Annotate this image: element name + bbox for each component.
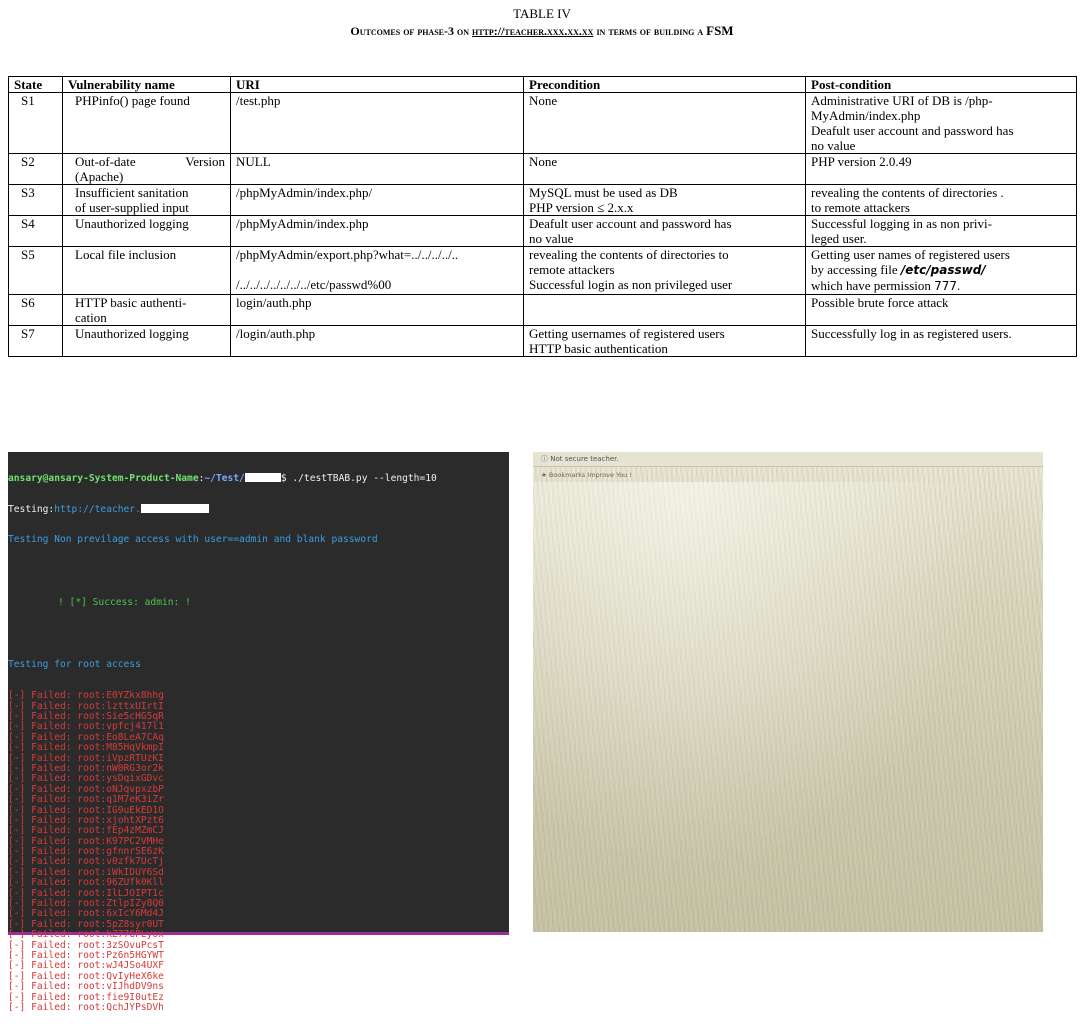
table-header-row xyxy=(9,77,1077,93)
state-cell: S2 xyxy=(9,154,63,185)
vuln-name-cell: Out-of-date Version (Apache) xyxy=(63,154,231,185)
terminal-failed-line: [-] Failed: root:3zSOvuPcsT xyxy=(8,939,164,951)
terminal-failed-line: [-] Failed: root:vpfcj417l1 xyxy=(8,721,164,733)
terminal-failed-line: [-] Failed: root:QvIyHeX6ke xyxy=(8,970,164,982)
terminal-failed-line: [-] Failed: root:QchJYPsDVh xyxy=(8,1001,164,1013)
terminal-failed-line: [-] Failed: root:ysDqixGDvc xyxy=(8,773,164,785)
terminal-failed-line: [-] Failed: root:5pZ8syr0UT xyxy=(8,918,164,930)
terminal-failed-line: [-] Failed: root:ZtlpIZy8Q0 xyxy=(8,898,164,910)
precondition-cell: None xyxy=(524,93,806,154)
postcondition-cell: PHP version 2.0.49 xyxy=(806,154,1077,185)
precondition-cell: Getting usernames of registered users HTTP basic authentication xyxy=(524,326,806,357)
table-row xyxy=(9,93,1077,154)
postcondition-cell: Successfully log in as registered users. xyxy=(806,326,1077,357)
table-title: Outcomes of phase-3 on http://teacher.xxx.xx.xx in terms of building a FSM xyxy=(350,23,734,38)
terminal-failed-line: [-] Failed: root:wJ4JSo4UXF xyxy=(8,960,164,972)
state-cell: S6 xyxy=(9,295,63,326)
header-post-condition: Post-condition xyxy=(806,77,1077,93)
terminal-failed-line: [-] Failed: root:Sie5cHG5qR xyxy=(8,711,164,723)
vulnerability-table xyxy=(8,76,1077,357)
table-row xyxy=(9,185,1077,216)
terminal-failed-line: [-] Failed: root:96ZUfk0Kll xyxy=(8,877,164,889)
redaction-box xyxy=(245,473,281,482)
browser-tab-bar: ⓘ Not secure teacher. xyxy=(533,452,1043,467)
postcondition-cell: Successful logging in as non privi- leged user. xyxy=(806,216,1077,247)
terminal-screenshot xyxy=(8,452,509,1013)
terminal-failed-line: [-] Failed: root:xjohtXPzt6 xyxy=(8,814,164,826)
terminal-failed-line: [-] Failed: root:6xIcY6Md4J xyxy=(8,908,164,920)
terminal-failed-line: [-] Failed: root:q1M7eK3iZr xyxy=(8,794,164,806)
state-cell: S4 xyxy=(9,216,63,247)
state-cell: S3 xyxy=(9,185,63,216)
table-row xyxy=(9,216,1077,247)
terminal-failed-line: [-] Failed: root:iVpzRTUzKI xyxy=(8,752,164,764)
terminal-failed-line: [-] Failed: root:iWkIDUY6Sd xyxy=(8,866,164,878)
header-uri: URI xyxy=(231,77,524,93)
browser-bookmarks-bar: ★ Bookmarks Improve You ! xyxy=(533,469,1043,481)
terminal-failed-line: [-] Failed: root:IG9uEkED1O xyxy=(8,804,164,816)
postcondition-cell: Getting user names of registered users by accessing file /etc/passwd/ which have permission 777. xyxy=(806,247,1077,295)
vuln-name-cell: Local file inclusion xyxy=(63,247,231,295)
state-cell: S7 xyxy=(9,326,63,357)
postcondition-cell: Administrative URI of DB is /php- MyAdmin/index.php Deafult user account and password has no value xyxy=(806,93,1077,154)
terminal-prompt: ansary@ansary-System-Product-Name:~/Test/ $ ./testTBAB.py --length=10 xyxy=(8,472,437,484)
table-row xyxy=(9,295,1077,326)
vuln-name-cell: Unauthorized logging xyxy=(63,216,231,247)
terminal-failed-line: [-] Failed: root:Eo8LeA7CAq xyxy=(8,731,164,743)
terminal-failed-list xyxy=(8,691,509,1013)
table-number: TABLE IV xyxy=(513,6,571,21)
precondition-cell: MySQL must be used as DB PHP version ≤ 2.x.x xyxy=(524,185,806,216)
terminal-failed-line: [-] Failed: root:M85HqVkmpI xyxy=(8,742,164,754)
uri-cell: NULL xyxy=(231,154,524,185)
terminal-failed-line: [-] Failed: root:oNJqvpxzbP xyxy=(8,783,164,795)
terminal-failed-line: [-] Failed: root:IlLJOIPT1c xyxy=(8,887,164,899)
uri-cell: /phpMyAdmin/index.php xyxy=(231,216,524,247)
precondition-cell: None xyxy=(524,154,806,185)
terminal-testing-line: Testing:http://teacher. xyxy=(8,504,509,514)
terminal-failed-line: [-] Failed: root:v0zfk7UcTj xyxy=(8,856,164,868)
teacher-url-link[interactable]: http://teacher.xxx.xx.xx xyxy=(471,24,594,38)
vuln-name-cell: HTTP basic authenti- cation xyxy=(63,295,231,326)
terminal-failed-line: [-] Failed: root:gfnnrSE6zK xyxy=(8,846,164,858)
uri-cell: /phpMyAdmin/export.php?what=../../../../.. /../../../../../../../etc/passwd%00 xyxy=(231,247,524,295)
uri-cell: /login/auth.php xyxy=(231,326,524,357)
postcondition-cell: revealing the contents of directories . to remote attackers xyxy=(806,185,1077,216)
terminal-failed-line: [-] Failed: root:lzttxUIrtI xyxy=(8,700,164,712)
uri-cell: /phpMyAdmin/index.php/ xyxy=(231,185,524,216)
terminal-nonpriv-line: Testing Non previlage access with user==admin and blank password xyxy=(8,534,378,546)
redaction-box xyxy=(141,504,209,513)
postcondition-cell: Possible brute force attack xyxy=(806,295,1077,326)
precondition-cell xyxy=(524,295,806,326)
header-precondition: Precondition xyxy=(524,77,806,93)
terminal-failed-line: [-] Failed: root:Pz6n5HGYWT xyxy=(8,950,164,961)
table-row xyxy=(9,326,1077,357)
star-icon: ★ xyxy=(541,471,547,479)
table-row xyxy=(9,154,1077,185)
vuln-name-cell: Insufficient sanitation of user-supplied input xyxy=(63,185,231,216)
terminal-failed-line: [-] Failed: root:fie9I0utEz xyxy=(8,991,164,1003)
terminal-failed-line: [-] Failed: root:kZ77GPLyox xyxy=(8,929,164,941)
uri-cell: login/auth.php xyxy=(231,295,524,326)
precondition-cell: Deafult user account and password has no value xyxy=(524,216,806,247)
header-vulnerability-name: Vulnerability name xyxy=(63,77,231,93)
table-row xyxy=(9,247,1077,295)
vuln-name-cell: Unauthorized logging xyxy=(63,326,231,357)
state-cell: S5 xyxy=(9,247,63,295)
vuln-name-cell: PHPinfo() page found xyxy=(63,93,231,154)
terminal-root-line: Testing for root access xyxy=(8,659,141,671)
precondition-cell: revealing the contents of directories to remote attackers Successful login as non privileged user xyxy=(524,247,806,295)
blurred-browser-screenshot xyxy=(533,452,1043,932)
terminal-success-line: ! [*] Success: admin: ! xyxy=(58,596,191,608)
terminal-failed-line: [-] Failed: root:E0YZkx8hhg xyxy=(8,690,164,702)
terminal-failed-line: [-] Failed: root:fEp4zMZmCJ xyxy=(8,825,164,837)
header-state: State xyxy=(9,77,63,93)
terminal-failed-line: [-] Failed: root:vIJhdDV9ns xyxy=(8,981,164,993)
uri-cell: /test.php xyxy=(231,93,524,154)
terminal-failed-line: [-] Failed: root:nW0RG3or2k xyxy=(8,762,164,774)
terminal-failed-line: [-] Failed: root:K97PC2VMHe xyxy=(8,835,164,847)
info-icon: ⓘ xyxy=(541,455,548,463)
state-cell: S1 xyxy=(9,93,63,154)
